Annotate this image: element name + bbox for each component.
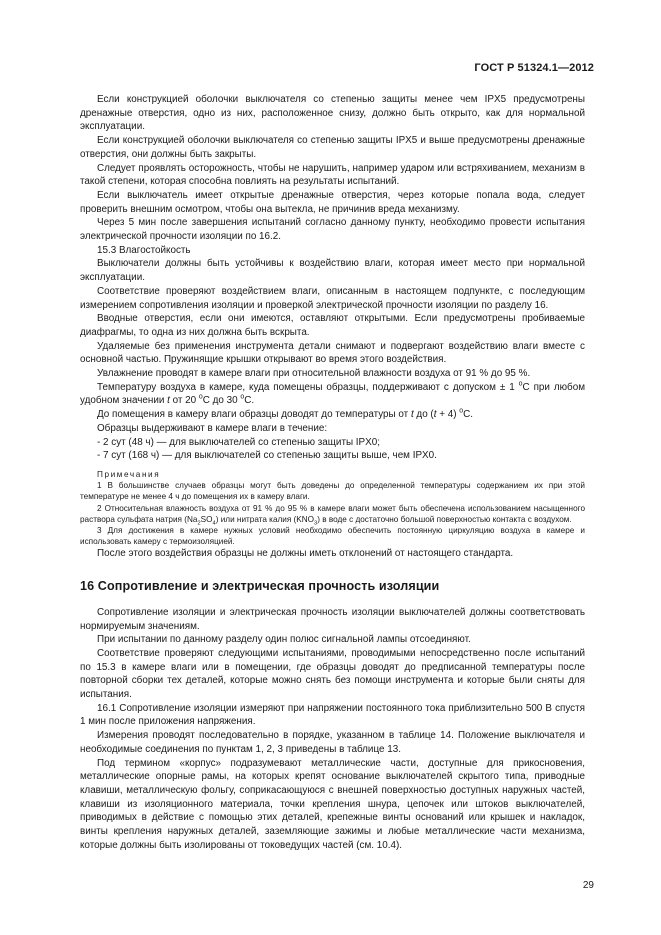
list-item: - 2 сут (48 ч) — для выключателей со степенью защиты IPX0; [97,436,380,448]
paragraph: Сопротивление изоляции и электрическая прочность изоляции выключателей должны соответствовать нормируемым значениям. [80,606,585,632]
paragraph: Увлажнение проводят в камере влаги при относительной влажности воздуха от 91 % до 95 %. [97,368,531,380]
paragraph: При испытании по данному разделу один полюс сигнальной лампы отсоединяют. [97,634,471,646]
temperature-paragraph: Температуру воздуха в камере, куда помещены образцы, поддерживают с допуском ± 1 $^о$С при любом удобном значении t от 20 $^о$С до 30 $^о$С. [80,380,585,407]
paragraph: Под термином «корпус» подразумевают металлические части, доступные для прикосновения, металлические опорные рамы, на которых крепят основание выключателей скрытого типа, приводные клавиши, металлическую фольгу, соприкасающуюся с внешней поверхностью доступных наружных частей, клавиши из изоляционного материала, точки крепления шнура, цепочек или штоков выключателей, приводимых в действие с помощью этих деталей, крепежные винты оснований или крышек и накладок, винты крепления наружных деталей, заземляющие зажимы и любые металлические части механизма, которые должны быть изолированы от токоведущих частей (см. 10.4). [80,757,585,851]
paragraph: Если конструкцией оболочки выключателя со степенью защиты менее чем IPX5 предусмотрены дренажные отверстия, одно из них, расположенное снизу, должно быть открыто, как для нормальной эксплуатации. [80,94,585,133]
paragraph: После этого воздействия образцы не должны иметь отклонений от настоящего стандарта. [97,548,514,560]
paragraph: Измерения проводят последовательно в порядке, указанном в таблице 14. Положение выключателя и необходимые соединения по пунктам 1, 2, 3 приведены в таблице 13. [80,730,585,755]
paragraph: Выключатели должны быть устойчивы к воздействию влаги, которая имеет место при нормальной эксплуатации. [80,258,585,284]
notes-block [80,469,585,547]
paragraph: Вводные отверстия, если они имеются, оставляют открытыми. Если предусмотрены пробиваемые диафрагмы, то одна из них должна быть вскрыта. [80,313,585,338]
notes-title: Примечания [97,469,161,479]
preheat-paragraph: До помещения в камеру влаги образцы доводят до температуры от t до (t + 4) $^о$С. [97,407,473,421]
document-id-header: ГОСТ Р 51324.1—2012 [474,62,594,74]
section-heading-16: 16 Сопротивление и электрическая прочность изоляции [80,579,440,594]
note-2: 2 Относительная влажность воздуха от 91 % до 95 % в камере влаги может быть обеспечена использованием насыщенного раствора сульфата натрия $(Na_2SO_4)$ или нитрата калия $(KNO_3)$ в воде с достаточно большой поверхностью контакта с воздухом. [80,503,585,527]
paragraph: Через 5 мин после завершения испытаний согласно данному пункту, необходимо провести испытания электрической прочности изоляции по 16.2. [80,217,585,243]
paragraph: Образцы выдерживают в камере влаги в течение: [97,422,328,434]
paragraph: Удаляемые без применения инструмента детали снимают и подвергают воздействию влаги вместе с основной частью. Пружинящие крышки открывают во время этого воздействия. [80,340,585,366]
paragraph: Если выключатель имеет открытые дренажные отверстия, через которые попала вода, следует проверить внешним осмотром, чтобы она вытекла, не причинив вреда механизму. [80,189,585,215]
list-item: - 7 сут (168 ч) — для выключателей со степенью защиты выше, чем IPX0. [97,450,437,462]
paragraph: Следует проявлять осторожность, чтобы не нарушить, например ударом или встряхиванием, механизм в такой степени, которая способна повлиять на результаты испытаний. [80,162,585,188]
note-3: 3 Для достижения в камере нужных условий необходимо обеспечить постоянную циркуляцию воздуха в камере и использовать камеру с термоизоляцией. [80,526,585,547]
subsection-heading-15-3: 15.3 Влагостойкость [97,244,191,256]
paragraph: Соответствие проверяют следующими испытаниями, проводимыми непосредственно после испытаний по 15.3 в камере влаги или в помещении, где образцы доводят до предписанной температуры после повторной сборки тех деталей, которые можно снять без помощи инструмента и которые были сняты для испытания. [80,647,585,701]
page-number: 29 [582,880,594,891]
paragraph: Соответствие проверяют воздействием влаги, описанным в настоящем подпункте, с последующим измерением сопротивления изоляции и проверкой электрической прочности изоляции по разделу 16. [80,285,585,311]
page-body [80,93,585,852]
paragraph: Если конструкцией оболочки выключателя со степенью защиты IPX5 и выше предусмотрены дренажные отверстия, они должны быть закрыты. [80,135,585,160]
paragraph: 16.1 Сопротивление изоляции измеряют при напряжении постоянного тока приблизительно 500 В спустя 1 мин после приложения напряжения. [80,702,585,728]
note-1: 1 В большинстве случаев образцы могут быть доведены до определенной температуры содержанием их при этой температуре не менее 4 ч до помещения их в камеру влаги. [80,481,585,502]
